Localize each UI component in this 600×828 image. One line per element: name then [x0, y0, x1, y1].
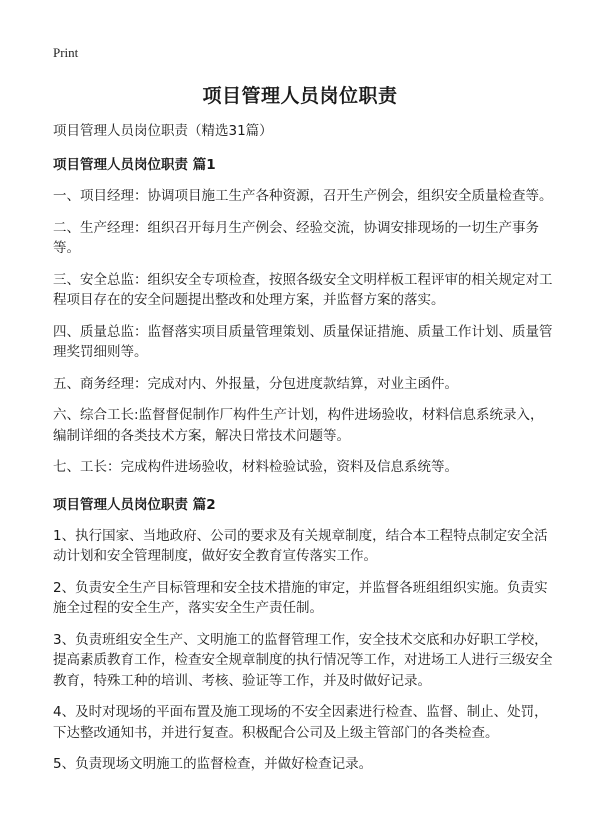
section-2	[53, 495, 553, 775]
document-subtitle: 项目管理人员岗位职责（精选31篇）	[53, 123, 273, 139]
paragraph: 5、负责现场文明施工的监督检查，并做好检查记录。	[53, 756, 373, 772]
paragraph: 3、负责班组安全生产、文明施工的监督管理工作，安全技术交底和办好职工学校，提高素质教育工作，检查安全规章制度的执行情况等工作，对进场工人进行三级安全教育，特殊工种的培训、考核、验证等工作，并及时做好记录。	[53, 631, 553, 689]
paragraph: 七、工长：完成构件进场验收，材料检验试验，资料及信息系统等。	[53, 459, 458, 475]
section-heading: 项目管理人员岗位职责 篇1	[53, 157, 216, 173]
paragraph: 一、项目经理：协调项目施工生产各种资源，召开生产例会，组织安全质量检查等。	[53, 188, 553, 204]
page-title: 项目管理人员岗位职责	[202, 85, 398, 107]
section-heading: 项目管理人员岗位职责 篇2	[53, 496, 216, 513]
paragraph: 1、执行国家、当地政府、公司的要求及有关规章制度，结合本工程特点制定安全活动计划和安全管理制度，做好安全教育宣传落实工作。	[53, 527, 548, 564]
paragraph: 四、质量总监：监督落实项目质量管理策划、质量保证措施、质量工作计划、质量管理奖罚细则等。	[53, 323, 553, 360]
paragraph: 2、负责安全生产目标管理和安全技术措施的审定，并监督各班组组织实施。负责实施全过程的安全生产，落实安全生产责任制。	[53, 579, 548, 616]
section-1	[53, 155, 553, 478]
paragraph: 4、及时对现场的平面布置及施工现场的不安全因素进行检查、监督、制止、处罚，下达整改通知书，并进行复查。积极配合公司及上级主管部门的各类检查。	[53, 704, 548, 741]
print-link[interactable]: Print	[53, 45, 79, 60]
paragraph: 三、安全总监：组织安全专项检查，按照各级安全文明样板工程评审的相关规定对工程项目存在的安全问题提出整改和处理方案，并监督方案的落实。	[53, 271, 553, 308]
document-body	[53, 121, 553, 786]
paragraph: 五、商务经理：完成对内、外报量，分包进度款结算，对业主函件。	[53, 375, 458, 392]
paragraph: 二、生产经理：组织召开每月生产例会、经验交流，协调安排现场的一切生产事务等。	[53, 219, 539, 256]
paragraph: 六、综合工长:监督督促制作厂构件生产计划，构件进场验收，材料信息系统录入，编制详细的各类技术方案，解决日常技术问题等。	[53, 407, 544, 444]
